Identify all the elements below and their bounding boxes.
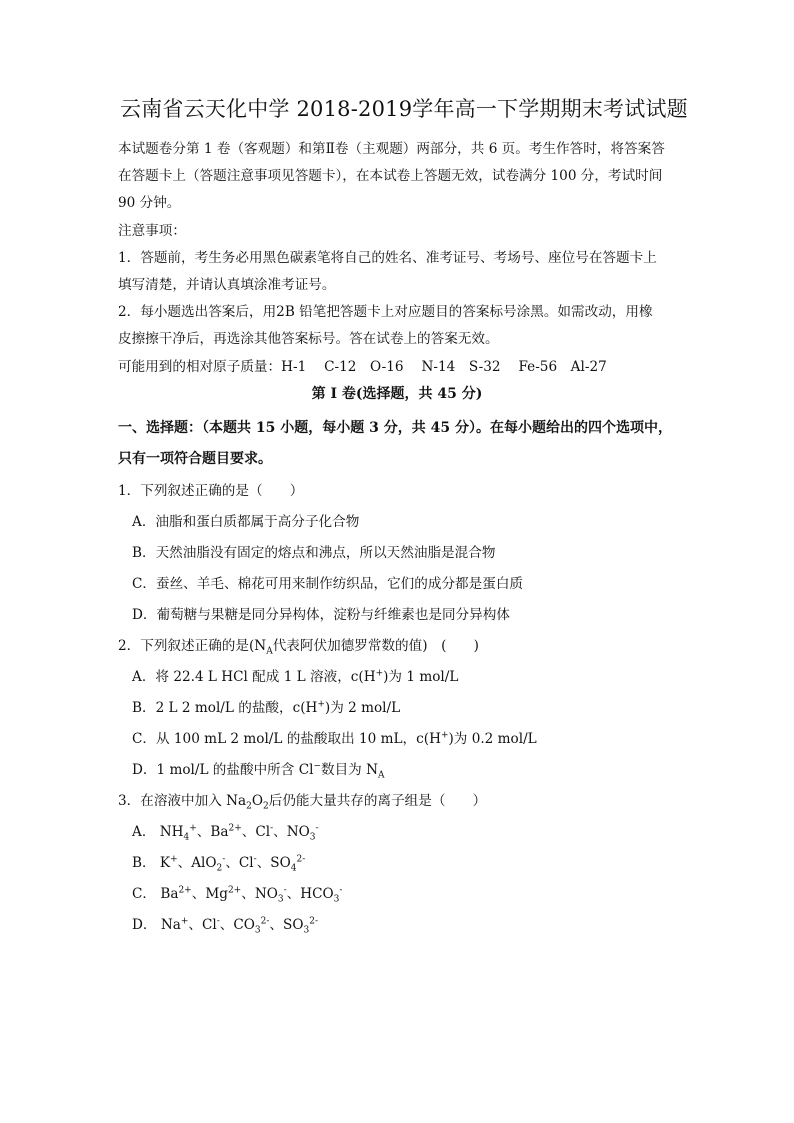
q3-d-so: SO <box>283 917 304 933</box>
q3-c-sup4: - <box>339 885 343 896</box>
q2-b-sup: + <box>317 699 325 710</box>
q3-c-mg: Mg <box>205 886 228 902</box>
q3-d-na: Na <box>160 917 181 933</box>
q3-a-nh: NH <box>159 824 184 840</box>
q3-a-sup1: + <box>189 823 197 834</box>
q2-b-post: )为 2 mol/L <box>324 700 401 716</box>
q3-a-sep3: 、 <box>273 824 287 840</box>
q3-b-k: K <box>159 855 171 871</box>
q2-d-mid: 数目为 N <box>321 762 378 778</box>
q2-stem <box>118 634 479 657</box>
q1-option-c: C．蚕丝、羊毛、棉花可用来制作纺织品，它们的成分都是蛋白质 <box>132 576 524 592</box>
q3-option-b <box>132 851 306 874</box>
q3-c-sub2: 3 <box>333 894 340 905</box>
q3-c-hco: HCO <box>300 886 334 902</box>
q2-stem-post: 代表阿伏加德罗常数的值) ( ) <box>272 638 479 654</box>
q3-option-a <box>132 820 319 843</box>
q3-a-no: NO <box>286 824 310 840</box>
q3-b-sup2: - <box>222 854 226 865</box>
q3-option-c <box>132 882 343 905</box>
q1-option-a: A．油脂和蛋白质都属于高分子化合物 <box>132 514 360 530</box>
note-line-4: 皮擦擦干净后，再选涂其他答案标号。答在试卷上的答案无效。 <box>118 331 499 347</box>
q2-d-sup: − <box>313 761 321 772</box>
q3-d-sep2: 、 <box>219 917 234 933</box>
q3-a-sup2: 2+ <box>228 823 242 834</box>
intro-line-2: 在答题卡上（答题注意事项见答题卡），在本试卷上答题无效，试卷满分 100 分，考试时间 <box>118 168 663 184</box>
q3-b-sup1: + <box>170 854 178 865</box>
q1-option-d: D．葡萄糖与果糖是同分异构体，淀粉与纤维素也是同分异构体 <box>132 607 510 623</box>
q3-a-sep2: 、 <box>241 824 256 840</box>
q3-stem-pre: 3．在溶液中加入 Na <box>118 793 247 809</box>
q3-c-sup3: - <box>283 885 287 896</box>
q2-c-pre: C．从 100 mL 2 mol/L 的盐酸取出 10 mL，c(H <box>132 731 441 747</box>
q3-d-sup1: + <box>180 916 189 927</box>
q3-c-sep1: 、 <box>191 886 206 902</box>
q3-b-so: SO <box>270 855 291 871</box>
q2-option-d <box>132 758 385 781</box>
q3-c-label: C． <box>132 886 156 902</box>
q3-c-sep2: 、 <box>241 886 255 902</box>
q1-option-b: B．天然油脂没有固定的熔点和沸点，所以天然油脂是混合物 <box>132 545 496 561</box>
q2-d-sub: A <box>378 770 385 781</box>
q3-stem-sub2: 2 <box>263 801 269 812</box>
q2-stem-pre: 2．下列叙述正确的是(N <box>118 638 267 654</box>
q2-b-pre: B．2 L 2 mol/L 的盐酸，c(H <box>132 700 318 716</box>
q3-d-cl: Cl <box>201 917 217 933</box>
q3-b-sup3: - <box>253 854 257 865</box>
q2-c-post: )为 0.2 mol/L <box>448 731 537 747</box>
q3-a-label: A． <box>132 824 156 840</box>
q3-c-no: NO <box>254 886 278 902</box>
q3-d-sub2: 3 <box>303 925 310 936</box>
q3-c-sup2: 2+ <box>227 885 242 896</box>
q3-d-sup2: - <box>216 916 220 927</box>
q3-stem-sub1: 2 <box>246 801 252 812</box>
q3-d-sup3: 2- <box>260 916 270 927</box>
q3-stem <box>118 789 487 812</box>
q2-stem-sub: A <box>266 646 273 657</box>
q3-d-sep1: 、 <box>188 917 202 933</box>
section-title: 第 I 卷(选择题，共 45 分) <box>311 386 483 402</box>
q3-d-label: D． <box>132 917 157 933</box>
q3-d-sep3: 、 <box>269 917 284 933</box>
q3-a-cl: Cl <box>255 824 271 840</box>
q3-stem-post: 后仍能大量共存的离子组是（ ） <box>268 793 487 809</box>
q3-b-sub2: 4 <box>290 863 297 874</box>
q3-c-sub1: 3 <box>277 894 284 905</box>
q3-b-sup4: 2- <box>296 854 306 865</box>
q2-option-a <box>132 665 458 685</box>
q3-b-alo: AlO <box>191 855 217 871</box>
q3-a-sub2: 3 <box>309 832 316 843</box>
q1-stem: 1．下列叙述正确的是（ ） <box>118 483 304 499</box>
q3-c-sup1: 2+ <box>178 885 192 896</box>
q2-option-c <box>132 727 537 747</box>
q3-b-sub1: 2 <box>216 863 223 874</box>
q3-c-sep3: 、 <box>286 886 301 902</box>
q3-a-ba: Ba <box>210 824 229 840</box>
q3-d-co: CO <box>233 917 255 933</box>
q3-a-sub: 4 <box>183 832 190 843</box>
q3-d-sup4: 2- <box>309 916 318 927</box>
notes-heading: 注意事项： <box>118 223 186 239</box>
q2-a-sup: + <box>375 668 384 679</box>
q3-d-sub1: 3 <box>254 925 261 936</box>
part1-heading-line-1: 一、选择题：（本题共 15 小题，每小题 3 分，共 45 分）。在每小题给出的四个选项中， <box>118 420 672 436</box>
q2-a-post: )为 1 mol/L <box>383 669 459 685</box>
intro-line-1: 本试题卷分第 1 卷（客观题）和第Ⅱ卷（主观题）两部分，共 6 页。考生作答时，将答案答 <box>118 141 665 157</box>
q2-c-sup: + <box>440 730 449 741</box>
q2-option-b <box>132 696 400 716</box>
part1-heading-line-2: 只有一项符合题目要求。 <box>118 451 272 467</box>
exam-title: 云南省云天化中学 2018-2019学年高一下学期期末考试试题 <box>120 97 688 121</box>
q3-a-sup4: - <box>315 823 319 834</box>
q2-d-pre: D．1 mol/L 的盐酸中所含 Cl <box>132 762 314 778</box>
q3-b-cl: Cl <box>238 855 254 871</box>
q3-a-sep1: 、 <box>196 824 211 840</box>
note-line-2: 填写清楚，并请认真填涂准考证号。 <box>118 277 336 293</box>
q3-a-sup3: - <box>270 823 274 834</box>
note-line-3: 2．每小题选出答案后，用2B 铅笔把答题卡上对应题目的答案标号涂黑。如需改动，用橡 <box>118 304 653 320</box>
q3-stem-mid: O <box>251 793 264 809</box>
note-line-1: 1．答题前，考生务必用黑色碳素笔将自己的姓名、准考证号、考场号、座位号在答题卡上 <box>118 250 657 266</box>
q3-b-label: B． <box>132 855 156 871</box>
atomic-masses: 可能用到的相对原子质量：H-1 C-12 O-16 N-14 S-32 Fe-56 Al-27 <box>118 359 607 375</box>
q3-b-sep2: 、 <box>225 855 239 871</box>
q2-a-pre: A．将 22.4 L HCl 配成 1 L 溶液，c(H <box>132 669 376 685</box>
q3-option-d <box>132 913 318 936</box>
intro-line-3: 90 分钟。 <box>118 195 181 211</box>
q3-c-ba: Ba <box>160 886 179 902</box>
q3-b-sep1: 、 <box>177 855 192 871</box>
q3-b-sep3: 、 <box>256 855 271 871</box>
